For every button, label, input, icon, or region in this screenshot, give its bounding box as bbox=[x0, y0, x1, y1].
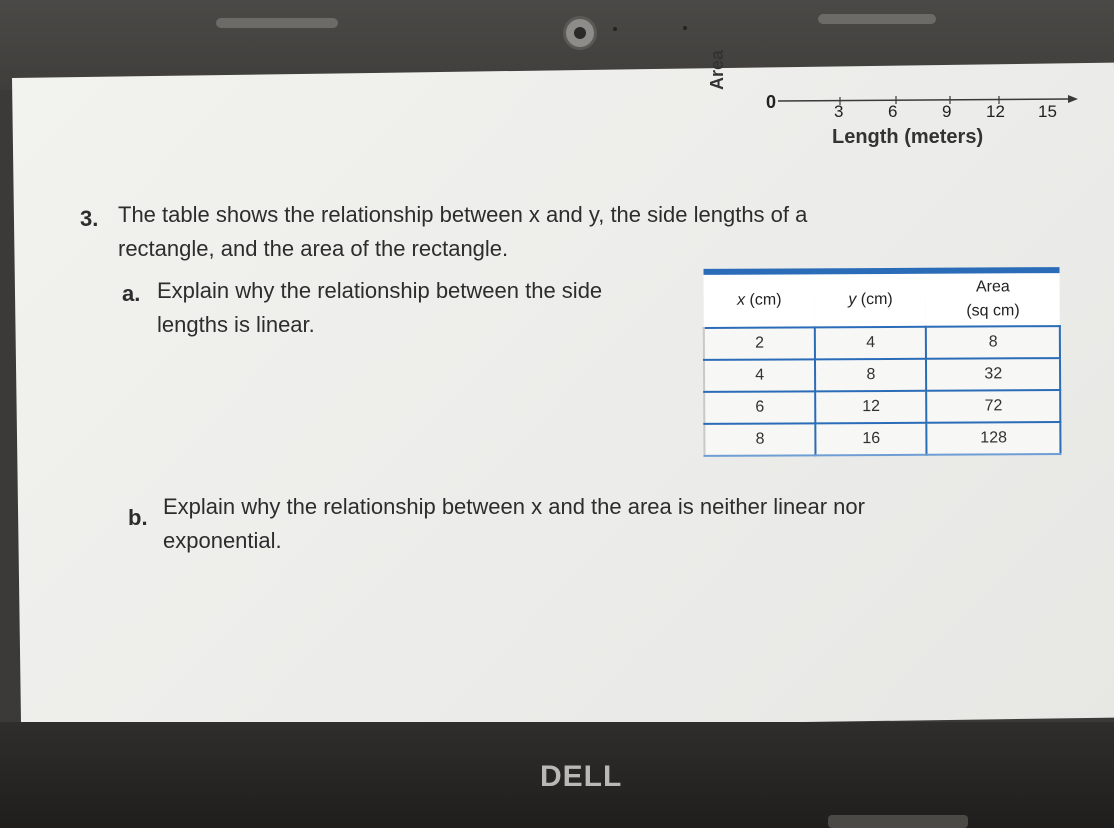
x-tick-label: 6 bbox=[888, 102, 898, 121]
part-a-text: Explain why the relationship between the side lengths is linear. bbox=[157, 278, 603, 337]
cell-area: 8 bbox=[926, 326, 1060, 359]
table-row bbox=[704, 422, 1060, 456]
header-y bbox=[815, 271, 927, 328]
cell-x: 8 bbox=[704, 423, 815, 456]
question-text: The table shows the relationship between x and y, the side lengths of a rectangle, and the area of the rectangle. bbox=[118, 202, 808, 261]
question-number: 3. bbox=[80, 206, 99, 231]
x-tick-label: 12 bbox=[986, 102, 1005, 121]
cell-area: 32 bbox=[926, 358, 1060, 391]
cell-area: 128 bbox=[927, 422, 1061, 455]
table-header-row bbox=[704, 270, 1060, 328]
header-y-var: y bbox=[848, 291, 857, 309]
cell-x: 4 bbox=[704, 359, 815, 392]
header-x-unit: (cm) bbox=[749, 291, 782, 309]
graph-y-axis-label: Area bbox=[707, 49, 727, 90]
cell-y: 12 bbox=[815, 391, 926, 424]
cell-x: 2 bbox=[704, 327, 815, 360]
table-row bbox=[704, 326, 1060, 360]
cell-x: 6 bbox=[704, 391, 815, 424]
graph-x-axis-label: Length (meters) bbox=[832, 126, 984, 148]
header-area bbox=[926, 270, 1060, 327]
graph-x-axis bbox=[778, 95, 1078, 117]
header-y-unit: (cm) bbox=[860, 290, 893, 309]
header-x-var: x bbox=[737, 291, 746, 309]
cell-y: 8 bbox=[815, 359, 926, 392]
table-row bbox=[704, 390, 1060, 424]
part-b-text: Explain why the relationship between x and the area is neither linear nor exponential. bbox=[163, 494, 865, 553]
x-tick-label: 9 bbox=[942, 102, 952, 121]
bezel-slot bbox=[828, 815, 968, 828]
cell-y: 4 bbox=[815, 327, 926, 360]
table-row bbox=[704, 358, 1060, 392]
brand-logo: DELL bbox=[540, 760, 623, 793]
part-b-label: b. bbox=[128, 505, 148, 530]
header-area-line1: Area bbox=[975, 278, 1010, 296]
cell-y: 16 bbox=[816, 423, 927, 456]
graph-origin-label: 0 bbox=[766, 92, 777, 112]
webcam-icon bbox=[563, 16, 597, 50]
x-tick-label: 15 bbox=[1038, 102, 1057, 121]
cell-area: 72 bbox=[927, 390, 1061, 423]
bezel-slot bbox=[818, 14, 936, 24]
header-x bbox=[704, 271, 816, 328]
header-area-line2: (sq cm) bbox=[966, 302, 1020, 320]
data-table bbox=[703, 267, 1062, 457]
x-tick-label: 3 bbox=[834, 102, 844, 121]
bezel-slot bbox=[216, 18, 338, 28]
part-a-label: a. bbox=[122, 281, 141, 306]
x-axis-line bbox=[778, 99, 1068, 101]
sensor-dot bbox=[683, 26, 687, 30]
sensor-dot bbox=[613, 27, 617, 31]
x-axis-arrow bbox=[1068, 95, 1078, 103]
